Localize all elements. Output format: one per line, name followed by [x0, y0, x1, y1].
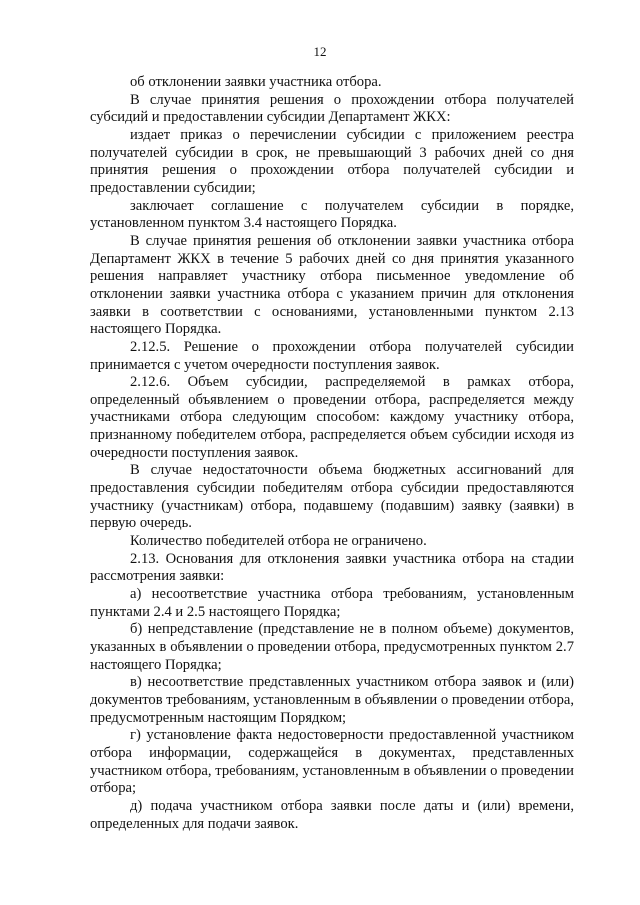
paragraph-winners-unlimited: Количество победителей отбора не ограничено. — [130, 533, 427, 550]
paragraph-item-g: г) установление факта недостоверности предоставленной участником отбора информации, содержащейся в документах, представленных участником отбора, требованиям, установленным в объявлении о проведении отбора; — [90, 727, 574, 797]
page-number: 12 — [313, 44, 327, 59]
paragraph-insufficient-budget: В случае недостаточности объема бюджетных ассигнований для предоставления субсидии победителям отбора субсидии предоставляются участнику (участникам) отбора, подавшему (подавшим) заявку (заявки) в первую очередь. — [90, 462, 574, 532]
paragraph-conclude-agreement: заключает соглашение с получателем субсидии в порядке, установленном пунктом 3.4 настоящего Порядка. — [90, 197, 574, 232]
paragraph-rejection-case: В случае принятия решения об отклонении заявки участника отбора Департамент ЖКХ в течение 5 рабочих дней со дня принятия указанного решения направляет участнику отбора письменное уведомление об отклонении заявки участника отбора с указанием причин для отклонения заявки в соответствии с основаниями, установленными пунктом 2.13 настоящего Порядка. — [90, 232, 574, 338]
document-body — [90, 74, 574, 833]
paragraph-approval-case: В случае принятия решения о прохождении отбора получателей субсидий и предоставлении субсидии Департамент ЖКХ: — [90, 91, 574, 126]
paragraph-rejection-notice: об отклонении заявки участника отбора. — [130, 74, 382, 90]
paragraph-item-v: в) несоответствие представленных участником отбора заявок и (или) документов требованиям, установленным в объявлении о проведении отбора, предусмотренным настоящим Порядком; — [90, 674, 574, 726]
paragraph-item-a: а) несоответствие участника отбора требованиям, установленным пунктами 2.4 и 2.5 настоящего Порядка; — [90, 586, 574, 620]
paragraph-issue-order: издает приказ о перечислении субсидии с приложением реестра получателей субсидии в срок, не превышающий 3 рабочих дней со дня принятия решения о прохождении отбора получателей субсидии и предоставлении субсидии; — [90, 126, 574, 196]
paragraph-2-13: 2.13. Основания для отклонения заявки участника отбора на стадии рассмотрения заявки: — [90, 550, 574, 585]
paragraph-item-d: д) подача участником отбора заявки после даты и (или) времени, определенных для подачи заявок. — [90, 797, 574, 832]
paragraph-item-b: б) непредставление (представление не в полном объеме) документов, указанных в объявлении о проведении отбора, предусмотренных пунктом 2.7 настоящего Порядка; — [90, 621, 574, 673]
paragraph-2-12-6: 2.12.6. Объем субсидии, распределяемой в рамках отбора, определенный объявлением о проведении отбора, распределяется между участниками отбора следующим способом: каждому участнику отбора, признанному победителем отбора, распределяется объем субсидии исходя из очередности поступления заявок. — [90, 374, 574, 461]
paragraph-2-12-5: 2.12.5. Решение о прохождении отбора получателей субсидии принимается с учетом очередности поступления заявок. — [90, 338, 574, 373]
